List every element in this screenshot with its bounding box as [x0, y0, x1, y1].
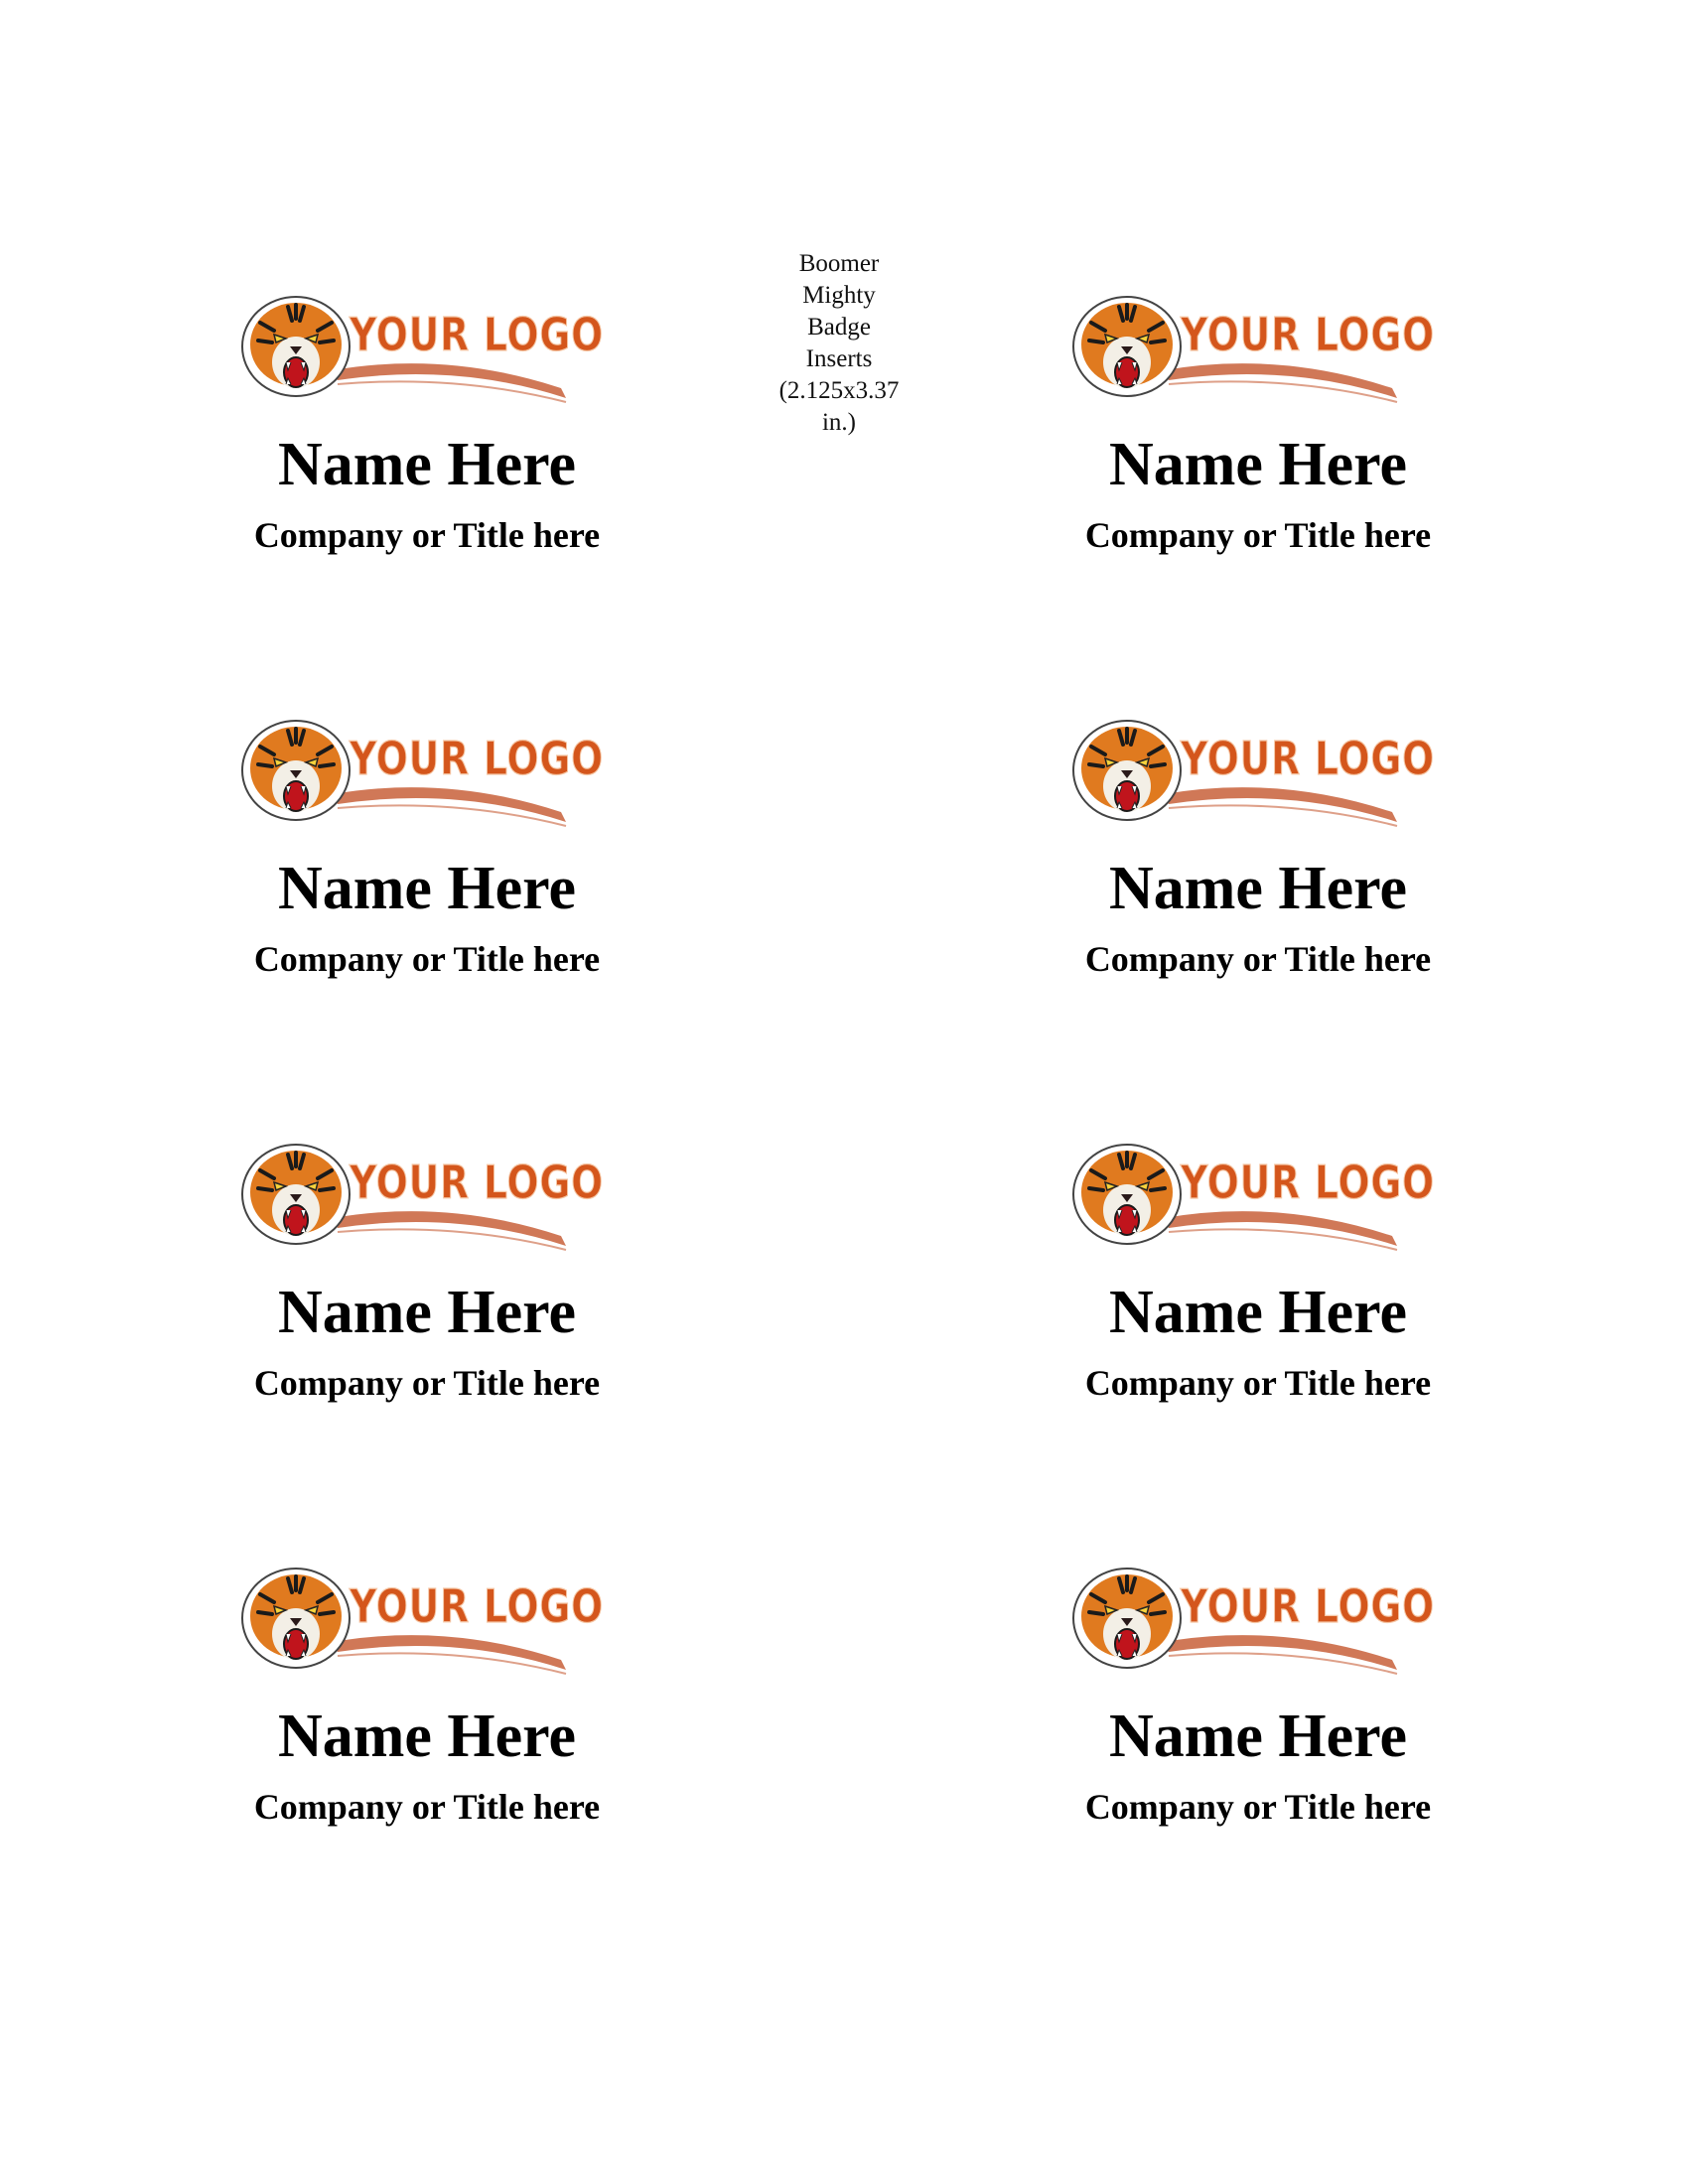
tiger-logo-image — [238, 293, 610, 404]
badge-company: Company or Title here — [1084, 939, 1432, 979]
sheet-description — [765, 248, 914, 439]
logo-wordmark: YOUR LOGO — [349, 308, 604, 361]
tiger-head-icon — [1073, 1145, 1181, 1244]
tiger-head-icon — [242, 1145, 350, 1244]
tiger-logo-image — [238, 717, 610, 828]
badge-company: Company or Title here — [253, 1787, 601, 1827]
badge-name: Name Here — [1108, 431, 1408, 498]
tiger-logo-image — [1069, 293, 1441, 404]
logo-wordmark: YOUR LOGO — [349, 1156, 604, 1209]
badge-company: Company or Title here — [253, 515, 601, 555]
tiger-logo-image — [1069, 1141, 1441, 1252]
logo-wordmark: YOUR LOGO — [349, 732, 604, 785]
tiger-head-icon — [1073, 297, 1181, 396]
logo-wordmark: YOUR LOGO — [349, 1579, 604, 1633]
sheet-note-line: in.) — [821, 409, 857, 436]
sheet-note-line: Mighty — [802, 282, 876, 309]
tiger-head-icon — [242, 721, 350, 820]
tiger-head-icon — [242, 297, 350, 396]
badge-name: Name Here — [1108, 1703, 1408, 1770]
tiger-head-icon — [1073, 721, 1181, 820]
badge-name: Name Here — [277, 431, 577, 498]
sheet-note-line: Badge — [807, 314, 871, 341]
badge-card — [238, 1525, 755, 1852]
badge-card — [1069, 253, 1586, 581]
badge-company: Company or Title here — [253, 939, 601, 979]
badge-company: Company or Title here — [1084, 1363, 1432, 1403]
tiger-head-icon — [242, 1569, 350, 1668]
badge-card — [1069, 1525, 1586, 1852]
badge-company: Company or Title here — [1084, 1787, 1432, 1827]
tiger-logo-image — [1069, 1565, 1441, 1676]
tiger-logo-image — [1069, 717, 1441, 828]
tiger-head-icon — [1073, 1569, 1181, 1668]
sheet-note-line: Boomer — [798, 250, 880, 277]
logo-wordmark: YOUR LOGO — [1180, 308, 1435, 361]
badge-card — [238, 1101, 755, 1429]
badge-card — [238, 677, 755, 1005]
badge-name: Name Here — [277, 1279, 577, 1346]
badge-name: Name Here — [277, 1703, 577, 1770]
badge-card — [1069, 677, 1586, 1005]
sheet-note-line: (2.125x3.37 — [778, 377, 900, 404]
badge-card — [238, 253, 755, 581]
logo-wordmark: YOUR LOGO — [1180, 1579, 1435, 1633]
logo-wordmark: YOUR LOGO — [1180, 732, 1435, 785]
sheet-note-line: Inserts — [805, 345, 873, 372]
tiger-logo-image — [238, 1565, 610, 1676]
badge-name: Name Here — [1108, 1279, 1408, 1346]
badge-company: Company or Title here — [1084, 515, 1432, 555]
badge-company: Company or Title here — [253, 1363, 601, 1403]
badge-name: Name Here — [1108, 855, 1408, 922]
badge-name: Name Here — [277, 855, 577, 922]
logo-wordmark: YOUR LOGO — [1180, 1156, 1435, 1209]
badge-card — [1069, 1101, 1586, 1429]
tiger-logo-image — [238, 1141, 610, 1252]
